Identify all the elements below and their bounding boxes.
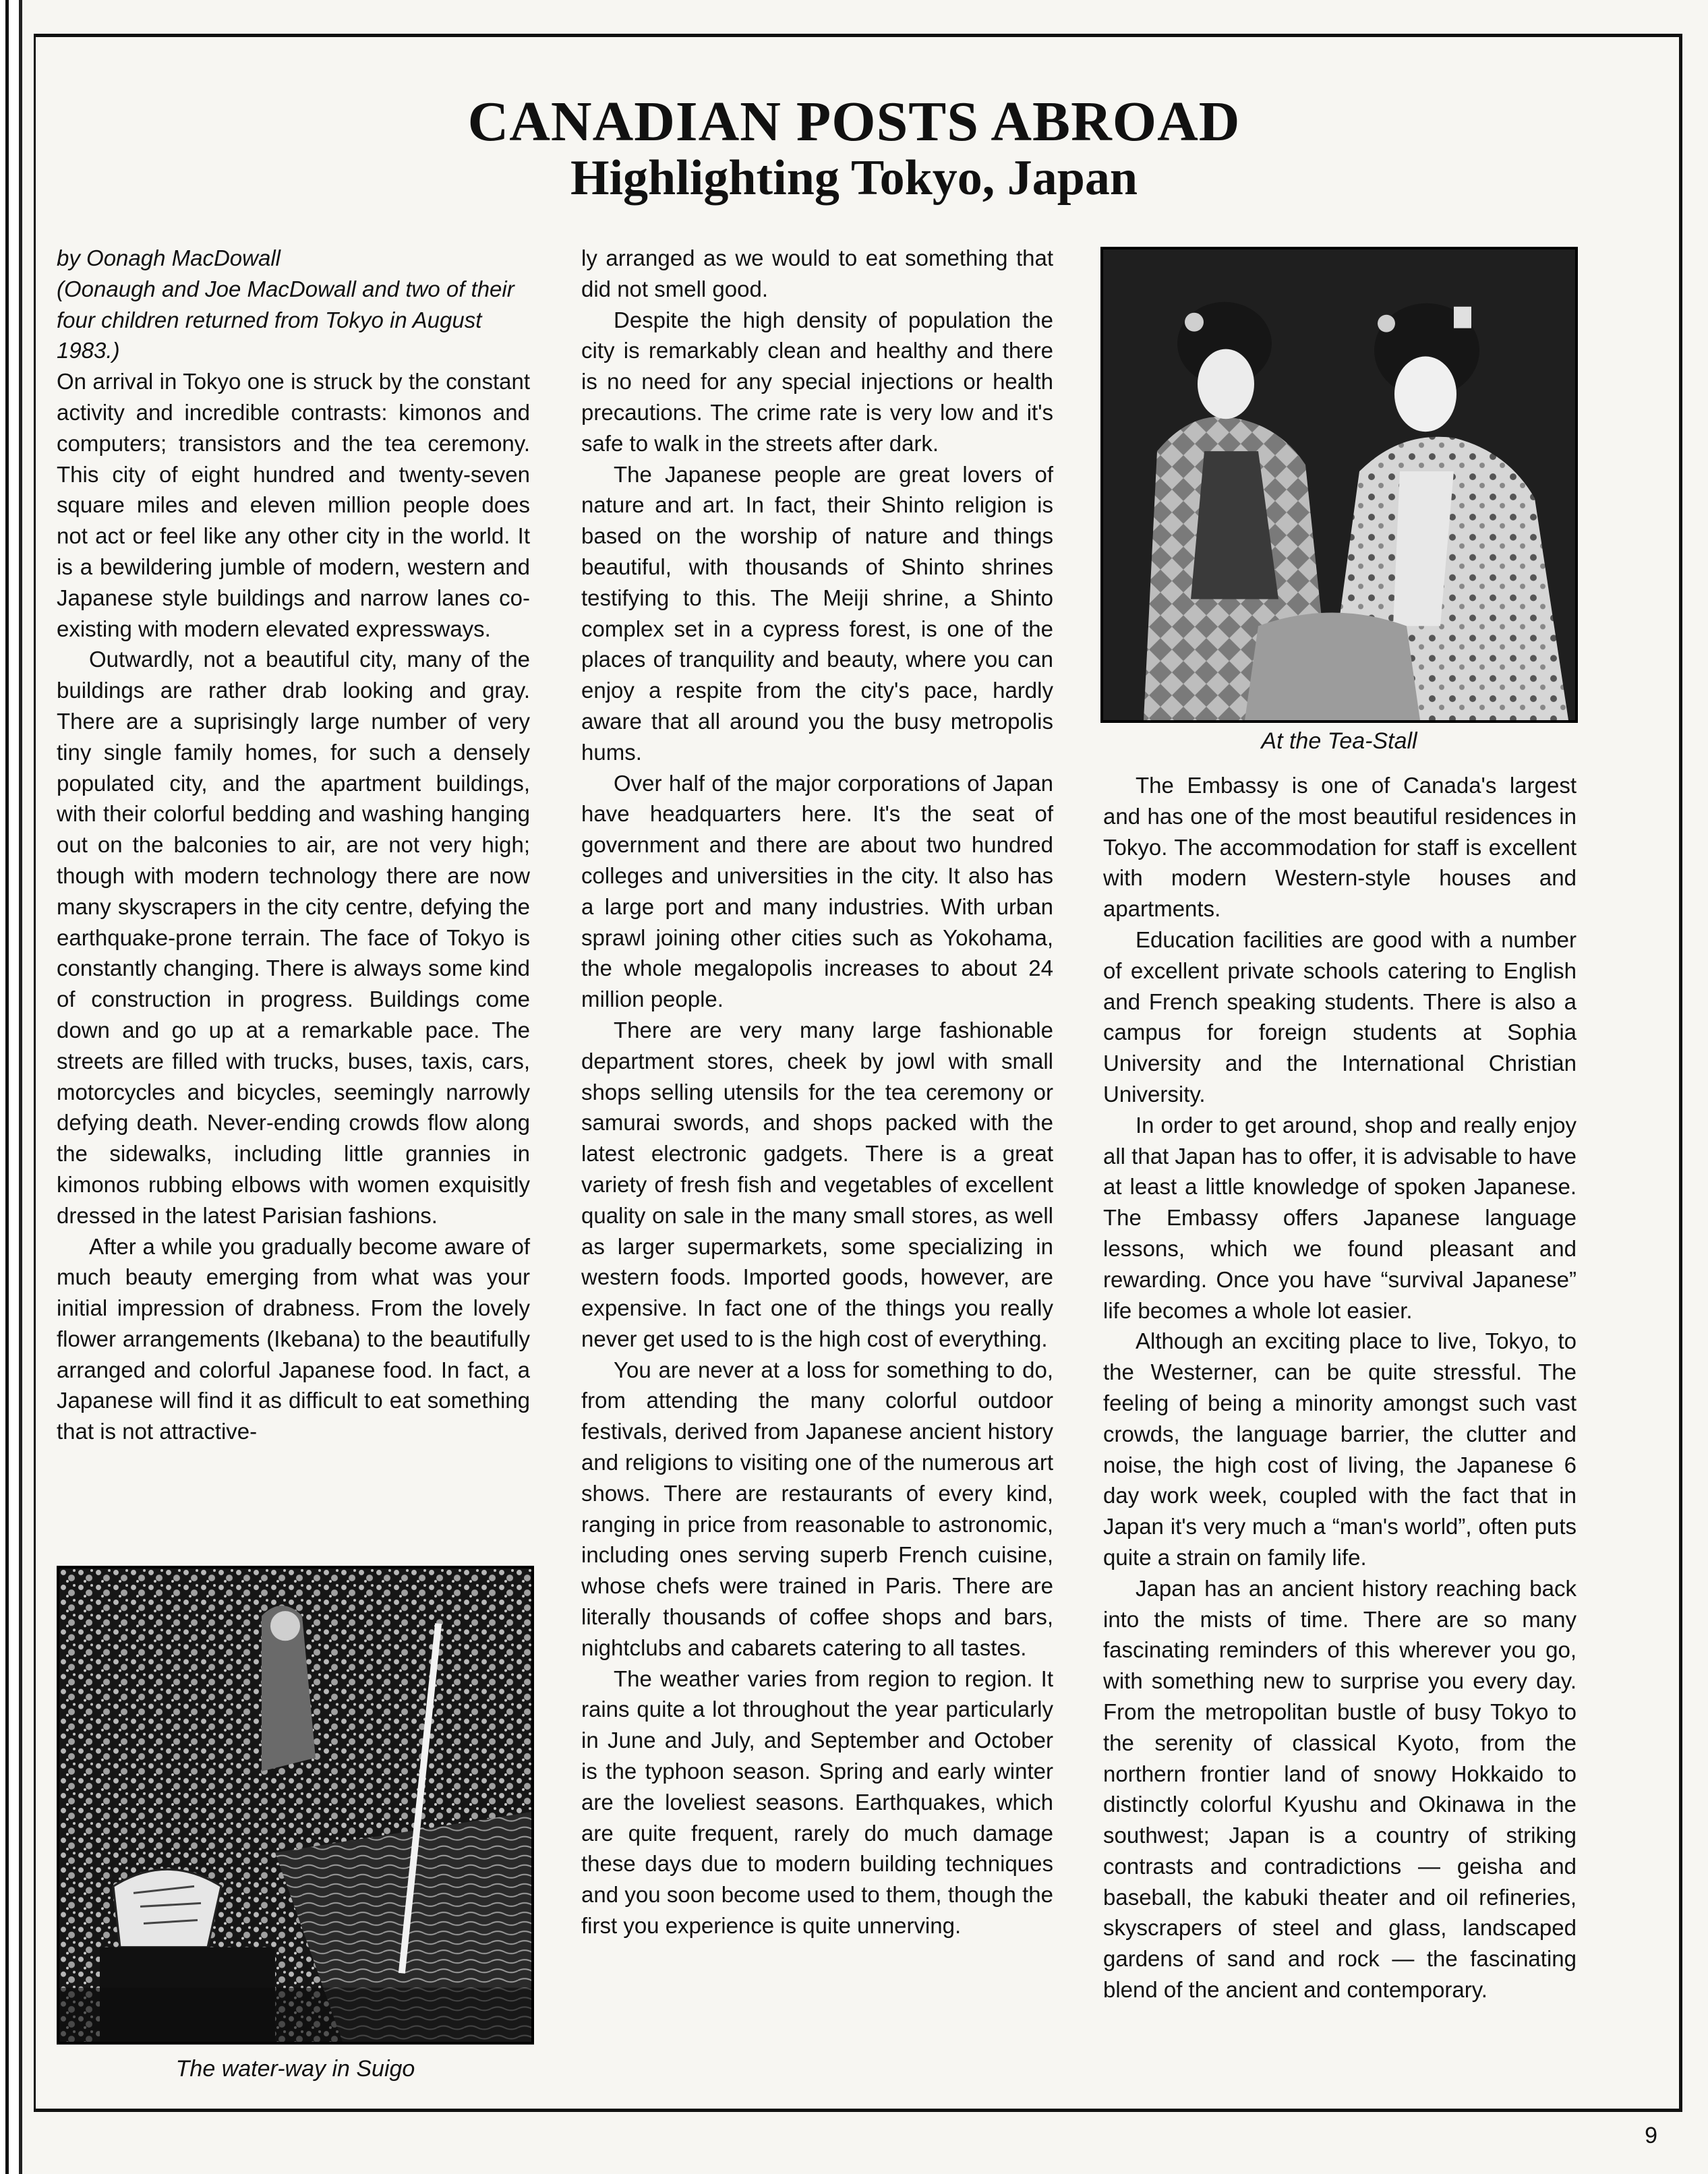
photo-tea-stall-image <box>1103 249 1575 720</box>
paragraph: Despite the high density of population the city is remarkably clean and healthy and there is no need for any special injections or health precautions. The crime rate is very low and it's safe to walk in the streets after dark. <box>581 307 1053 456</box>
photo-tea-stall-caption: At the Tea-Stall <box>1261 728 1417 754</box>
photo-suigo-caption: The water-way in Suigo <box>175 2056 415 2082</box>
article-column-2 <box>581 243 1053 1941</box>
paragraph: The Japanese people are great lovers of nature and art. In fact, their Shinto religion is based on the worship of nature and things beautiful, with thousands of Shinto shrines testifying to this. The Meiji shrine, a Shinto complex set in a cypress forest, is one of the places of tranquility and beauty, where you can enjoy a respite from the city's pace, hardly aware that all around you the busy metropolis hums. <box>581 461 1053 765</box>
article-column-3 <box>1103 770 1577 2005</box>
paragraph: Japan has an ancient history reaching back into the mists of time. There are so many fascinating reminders of this wherever you go, with something new to surprise you every day. From the metropolitan bustle of busy Tokyo to the serenity of classical Kyoto, from the northern frontier land of snowy Hokkaido to distinctly colorful Kyushu and Okinawa in the southwest; Japan is a country of striking contrasts and contradictions — geisha and baseball, the kabuki theater and oil refineries, skyscrapers of steel and glass, landscaped gardens of sand and rock — the fascinating blend of the ancient and contemporary. <box>1103 1575 1577 2003</box>
paragraph: The Embassy is one of Canada's largest and has one of the most beautiful residences in Tokyo. The accommodation for staff is excellent with modern Western-style houses and apartments. <box>1103 773 1577 922</box>
photo-suigo-image <box>59 1568 531 2042</box>
paragraph: You are never at a loss for something to do, from attending the many colorful outdoor festivals, derived from Japanese ancient history and religions to visiting one of the numerous art shows. There are restaurants of every kind, ranging in price from reasonable to astronomic, including ones serving superb French cuisine, whose chefs were trained in Paris. There are literally thousands of coffee shops and bars, nightclubs and cabarets catering to all tastes. <box>581 1357 1053 1660</box>
paragraph: ly arranged as we would to eat something that did not smell good. <box>581 245 1053 301</box>
photo-tea-stall <box>1100 247 1578 723</box>
article-subtitle: Highlighting Tokyo, Japan <box>570 150 1138 206</box>
article-title: CANADIAN POSTS ABROAD <box>467 90 1241 153</box>
page-number: 9 <box>1645 2123 1657 2148</box>
paragraph: Over half of the major corporations of Japan have headquarters here. It's the seat of government and there are about two hundred colleges and universities in the city. It also has a large port and many industries. With urban sprawl joining other cities such as Yokohama, the whole megalopolis increases to about 24 million people. <box>581 770 1053 1012</box>
page-binding-edge <box>0 0 34 2174</box>
paragraph: In order to get around, shop and really enjoy all that Japan has to offer, it is advisable to have at least a little knowledge of spoken Japanese. The Embassy offers Japanese language lessons, which we found pleasant and rewarding. Once you have “survival Japanese” life becomes a whole lot easier. <box>1103 1112 1577 1323</box>
article-byline: by Oonagh MacDowall <box>57 245 281 270</box>
paragraph: Outwardly, not a beautiful city, many of the buildings are rather drab looking and gray. There are a suprisingly large number of very tiny single family homes, for such a densely populated city, and the apartment buildings, with their colorful bedding and washing hanging out on the balconies to air, are not very high; though with modern technology there are now many skyscrapers in the city centre, defying the earthquake-prone terrain. The face of Tokyo is constantly changing. There is always some kind of construction in progress. Buildings come down and go up at a remarkable pace. The streets are filled with trucks, buses, taxis, cars, motorcycles and bicycles, seemingly narrowly defying death. Never-ending crowds flow along the sidewalks, including little grannies in kimonos rubbing elbows with women exquisitly dressed in the latest Parisian fashions. <box>57 647 530 1228</box>
article-column-1 <box>57 243 530 1447</box>
paragraph: There are very many large fashionable department stores, cheek by jowl with small shops selling utensils for the tea ceremony or samurai swords, and shops packed with the latest electronic gadgets. There is a great variety of fresh fish and vegetables of excellent quality on sale in the many small stores, as well as larger supermarkets, some specializing in western foods. Imported goods, however, are expensive. In fact one of the things you really never get used to is the high cost of everything. <box>581 1017 1053 1351</box>
author-note: (Oonaugh and Joe MacDowall and two of their four children returned from Tokyo in August 1983.) <box>57 276 514 363</box>
paragraph: On arrival in Tokyo one is struck by the constant activity and incredible contrasts: kimonos and computers; transistors and the tea ceremony. This city of eight hundred and twenty-seven square miles and eleven million people does not act or feel like any other city in the world. It is a bewildering jumble of modern, western and Japanese style buildings and narrow lanes co-existing with modern elevated expressways. <box>57 369 530 641</box>
paragraph: Education facilities are good with a number of excellent private schools catering to English and French speaking students. There is also a campus for foreign students at Sophia University and the International Christian University. <box>1103 927 1577 1107</box>
paragraph: Although an exciting place to live, Tokyo, to the Westerner, can be quite stressful. The feeling of being a minority amongst such vast crowds, the language barrier, the clutter and noise, the high cost of living, the Japanese 6 day work week, coupled with the fact that in Japan it's very much a “man's world”, often puts quite a strain on family life. <box>1103 1328 1577 1570</box>
paragraph: After a while you gradually become aware of much beauty emerging from what was your initial impression of drabness. From the lovely flower arrangements (Ikebana) to the beautifully arranged and colorful Japanese food. In fact, a Japanese will find it as difficult to eat something that is not attractive- <box>57 1233 530 1444</box>
paragraph: The weather varies from region to region. It rains quite a lot throughout the year particularly in June and July, and September and October is the typhoon season. Spring and early winter are the loveliest seasons. Earthquakes, which are quite frequent, rarely do much damage these days due to modern building techniques and you soon become used to them, though the first you experience is quite unnerving. <box>581 1666 1053 1939</box>
photo-suigo-waterway <box>57 1566 534 2045</box>
